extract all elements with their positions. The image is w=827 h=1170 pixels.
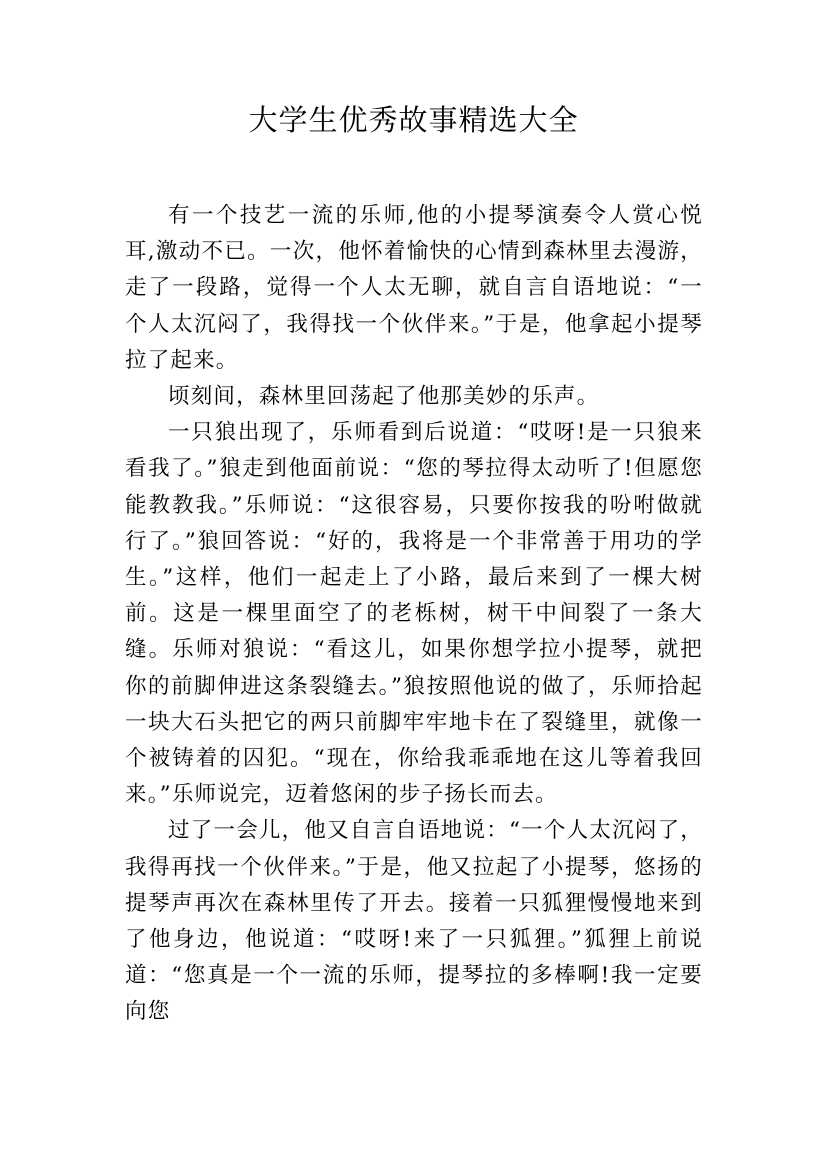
document-title: 大学生优秀故事精选大全 xyxy=(248,103,579,137)
paragraph: 有一个技艺一流的乐师,他的小提琴演奏令人赏心悦耳,激动不已。一次，他怀着愉快的心情到森林里去漫游，走了一段路，觉得一个人太无聊，就自言自语地说：“一个人太沉闷了，我得找一个伙伴来。”于是，他拿起小提琴拉了起来。 xyxy=(125,203,703,373)
document-body xyxy=(125,198,703,1031)
paragraph: 顷刻间，森林里回荡起了他那美妙的乐声。 xyxy=(168,384,600,410)
paragraph: 一只狼出现了，乐师看到后说道：“哎呀!是一只狼来看我了。”狼走到他面前说：“您的琴拉得太动听了!但愿您能教教我。”乐师说：“这很容易，只要你按我的吩咐做就行了。”狼回答说：“好的，我将是一个非常善于用功的学生。”这样，他们一起走上了小路，最后来到了一棵大树前。这是一棵里面空了的老栎树，树干中间裂了一条大缝。乐师对狼说：“看这儿，如果你想学拉小提琴，就把你的前脚伸进这条裂缝去。”狼按照他说的做了，乐师拾起一块大石头把它的两只前脚牢牢地卡在了裂缝里，就像一个被铸着的囚犯。“现在，你给我乖乖地在这儿等着我回来。”乐师说完，迈着悠闲的步子扬长而去。 xyxy=(125,420,703,808)
paragraph: 过了一会儿，他又自言自语地说：“一个人太沉闷了，我得再找一个伙伴来。”于是，他又拉起了小提琴，悠扬的提琴声再次在森林里传了开去。接着一只狐狸慢慢地来到了他身边，他说道：“哎呀!来了一只狐狸。”狐狸上前说道：“您真是一个一流的乐师，提琴拉的多棒啊!我一定要向您 xyxy=(125,818,703,1025)
